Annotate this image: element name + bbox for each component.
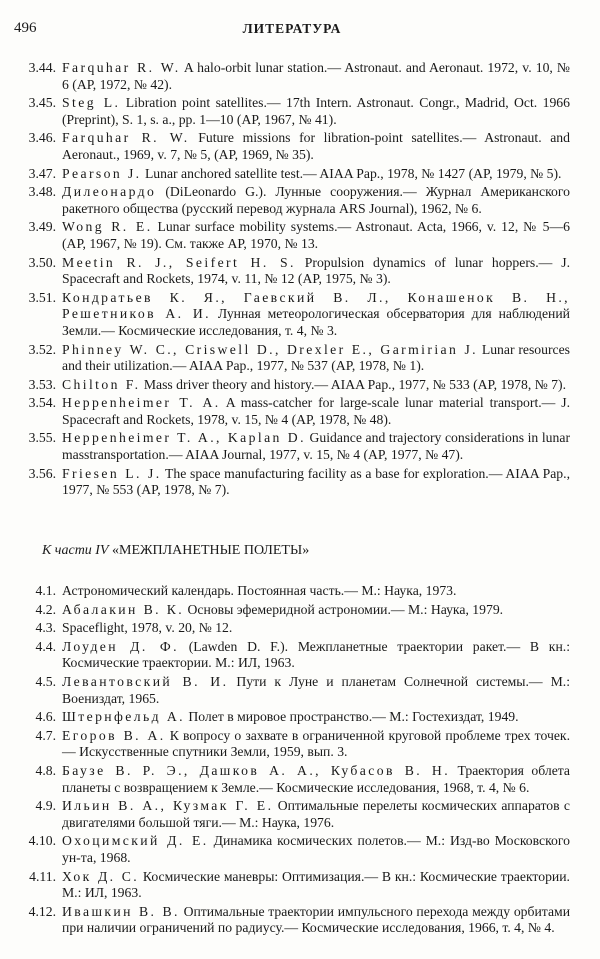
reference-text: Оптимальные перелеты космических аппаратов с двигателями большой тяги.— М.: Наука, 1976.: [62, 798, 570, 830]
reference-entry: [14, 763, 570, 796]
reference-text: Lunar surface mobility systems.— Astronaut. Acta, 1966, v. 12, № 5—6 (AP, 1967, № 19). См. также AP, 1970, № 13.: [62, 219, 571, 251]
reference-authors: Лоуден Д. Ф.: [62, 638, 179, 654]
reference-text: Lunar resources and their utilization.— AIAA Pap., 1977, № 537 (AP, 1978, № 1).: [62, 341, 570, 374]
reference-number: 4.10.: [28, 833, 56, 849]
reference-text: Пути к Луне и планетам Солнечной системы.— М.: Воениздат, 1965.: [62, 673, 570, 706]
reference-entry: [14, 833, 570, 866]
reference-number: 4.12.: [28, 903, 56, 919]
reference-number: 4.5.: [35, 673, 56, 689]
reference-text: Основы эфемеридной астрономии.— М.: Наука, 1979.: [187, 601, 504, 617]
reference-authors: Farquhar R. W.: [62, 130, 190, 146]
section-prefix: К части IV: [42, 543, 109, 558]
reference-entry: [14, 904, 570, 937]
reference-text: Lunar anchored satellite test.— AIAA Pap., 1978, № 1427 (AP, 1979, № 5).: [144, 165, 562, 181]
reference-text: Космические маневры: Оптимизация.— В кн.: Космические траектории. М.: ИЛ, 1963.: [62, 868, 570, 901]
reference-entry: [14, 184, 570, 217]
reference-authors: Дилеонардо: [62, 184, 157, 200]
reference-authors: Абалакин В. К.: [62, 601, 185, 617]
reference-text: (Lawden D. F.). Межпланетные траектории ракет.— В кн.: Космические траектории. М.: ИЛ, 1963.: [62, 638, 571, 671]
reference-text: The space manufacturing facility as a base for exploration.— AIAA Pap., 1977, № 553 (AP, 1978, № 7).: [62, 465, 570, 498]
reference-number: 3.55.: [28, 430, 56, 446]
reference-text: Траектория облета планеты с возвращением к Земле.— Космические исследования, 1968, т. 4, № 6.: [62, 762, 571, 795]
reference-entry: [14, 728, 570, 761]
reference-text: К вопросу о захвате в ограниченной круговой проблеме трех точек.— Искусственные спутники Земли, 1959, вып. 3.: [62, 727, 570, 760]
reference-text: A mass-catcher for large-scale lunar material transport.— J. Spacecraft and Rockets, 1978, v. 15, № 4 (AP, 1978, № 48).: [62, 395, 571, 427]
reference-authors: Левантовский В. И.: [62, 673, 229, 689]
reference-number: 3.45.: [28, 95, 56, 111]
reference-entry: [14, 60, 570, 93]
reference-text: Полет в мировое пространство.— М.: Гостехиздат, 1949.: [188, 709, 519, 725]
reference-number: 3.52.: [28, 341, 56, 357]
reference-entry: [14, 709, 570, 726]
reference-text: Оптимальные траектории импульсного перехода между орбитами при наличии ограничений по радиусу.— Космические исследования, 1966, т. 4, № 4.: [62, 903, 571, 936]
reference-authors: Кондратьев К. Я., Гаевский В. Л., Конашенок В. Н., Решетников А. И.: [62, 289, 570, 322]
reference-number: 3.49.: [28, 219, 56, 235]
reference-entry: [14, 290, 570, 340]
reference-authors: Heppenheimer T. A., Kaplan D.: [62, 430, 306, 446]
page-header: [14, 20, 570, 40]
reference-number: 4.7.: [35, 727, 56, 743]
reference-entry: [14, 639, 570, 672]
reference-authors: Heppenheimer T. A.: [62, 395, 221, 411]
reference-entry: [14, 166, 570, 183]
reference-authors: Chilton F.: [62, 376, 141, 392]
reference-entry: [14, 395, 570, 428]
reference-entry: [14, 798, 570, 831]
reference-authors: Егоров В. А.: [62, 727, 166, 743]
reference-number: 3.50.: [28, 254, 56, 270]
reference-authors: Pearson J.: [62, 165, 142, 181]
reference-entry: [14, 602, 570, 619]
reference-authors: Баузе В. Р. Э., Дашков А. А., Кубасов В. Н.: [62, 762, 451, 778]
reference-entry: [14, 255, 570, 288]
reference-authors: Штернфельд А.: [62, 709, 185, 725]
reference-text: Propulsion dynamics of lunar hoppers.— J. Spacecraft and Rockets, 1974, v. 11, № 12 (AP, 1975, № 3).: [62, 254, 571, 287]
reference-entry: [14, 95, 570, 128]
reference-text: Libration point satellites.— 17th Intern. Astronaut. Congr., Madrid, Oct. 1966 (Preprint), S. 1, s. a., pp. 1—10 (AP, 1967, № 41).: [62, 95, 570, 127]
reference-number: 3.46.: [28, 130, 56, 146]
reference-entry: [14, 342, 570, 375]
section-title: «МЕЖПЛАНЕТНЫЕ ПОЛЕТЫ»: [112, 543, 310, 558]
reference-authors: Phinney W. C., Criswell D., Drexler E., Garmirian J.: [62, 341, 479, 357]
reference-list-part-4: [14, 583, 570, 939]
reference-number: 3.53.: [28, 376, 56, 392]
reference-authors: Farquhar R. W.: [62, 60, 181, 75]
reference-number: 4.3.: [35, 620, 56, 636]
reference-number: 4.4.: [35, 638, 56, 654]
reference-entry: [14, 674, 570, 707]
reference-text: Spaceflight, 1978, v. 20, № 12.: [62, 620, 233, 636]
reference-text: Guidance and trajectory considerations in lunar masstransportation.— AIAA Journal, 1977, v. 15, № 4 (AP, 1977, № 47).: [62, 430, 571, 463]
reference-text: Динамика космических полетов.— М.: Изд-во Московского ун-та, 1968.: [62, 833, 571, 865]
reference-entry: [14, 466, 570, 499]
reference-text: A halo-orbit lunar station.— Astronaut. and Aeronaut. 1972, v. 10, № 6 (AP, 1972, № 42).: [62, 60, 570, 92]
reference-authors: Wong R. E.: [62, 219, 153, 235]
reference-authors: Meetin R. J., Seifert H. S.: [62, 254, 296, 270]
reference-entry: [14, 377, 570, 394]
reference-authors: Ильин В. А., Кузмак Г. Е.: [62, 798, 274, 814]
reference-entry: [14, 219, 570, 252]
reference-number: 4.1.: [35, 583, 56, 598]
page-number: 496: [14, 20, 37, 36]
reference-text: Лунная метеорологическая обсерватория для наблюдений Земли.— Космические исследования, т. 4, № 3.: [62, 306, 571, 338]
reference-number: 4.6.: [35, 709, 56, 725]
reference-entry: [14, 130, 570, 163]
reference-authors: Ивашкин В. В.: [62, 903, 180, 919]
reference-text: Mass driver theory and history.— AIAA Pap., 1977, № 533 (AP, 1978, № 7).: [143, 376, 566, 392]
reference-authors: Steg L.: [62, 95, 121, 111]
reference-text: (DiLeonardo G.). Лунные сооружения.— Журнал Американского ракетного общества (русский перевод журнала ARS Journal), 1962, № 6.: [62, 184, 570, 216]
reference-number: 4.2.: [35, 601, 56, 617]
reference-number: 4.9.: [35, 798, 56, 814]
reference-text: Future missions for libration-point satellites.— Astronaut. and Aeronaut., 1969, v. 7, № 5, (AP, 1969, № 35).: [62, 130, 570, 162]
section-heading: [42, 543, 309, 559]
reference-authors: Хок Д. С.: [62, 868, 140, 884]
reference-authors: Friesen L. J.: [62, 465, 162, 481]
reference-number: 3.56.: [28, 465, 56, 481]
reference-entry: [14, 869, 570, 902]
reference-text: Астрономический календарь. Постоянная часть.— М.: Наука, 1973.: [62, 583, 457, 598]
reference-number: 3.47.: [28, 165, 56, 181]
reference-entry: [14, 583, 570, 600]
reference-number: 3.44.: [28, 60, 56, 75]
reference-entry: [14, 430, 570, 463]
reference-authors: Охоцимский Д. Е.: [62, 833, 209, 849]
reference-number: 3.54.: [28, 395, 56, 411]
reference-list-part-3: [14, 60, 570, 501]
reference-number: 4.8.: [35, 762, 56, 778]
reference-number: 3.48.: [28, 184, 56, 200]
reference-number: 3.51.: [28, 289, 56, 305]
reference-number: 4.11.: [29, 868, 56, 884]
reference-entry: [14, 620, 570, 637]
running-title: ЛИТЕРАТУРА: [242, 21, 342, 36]
